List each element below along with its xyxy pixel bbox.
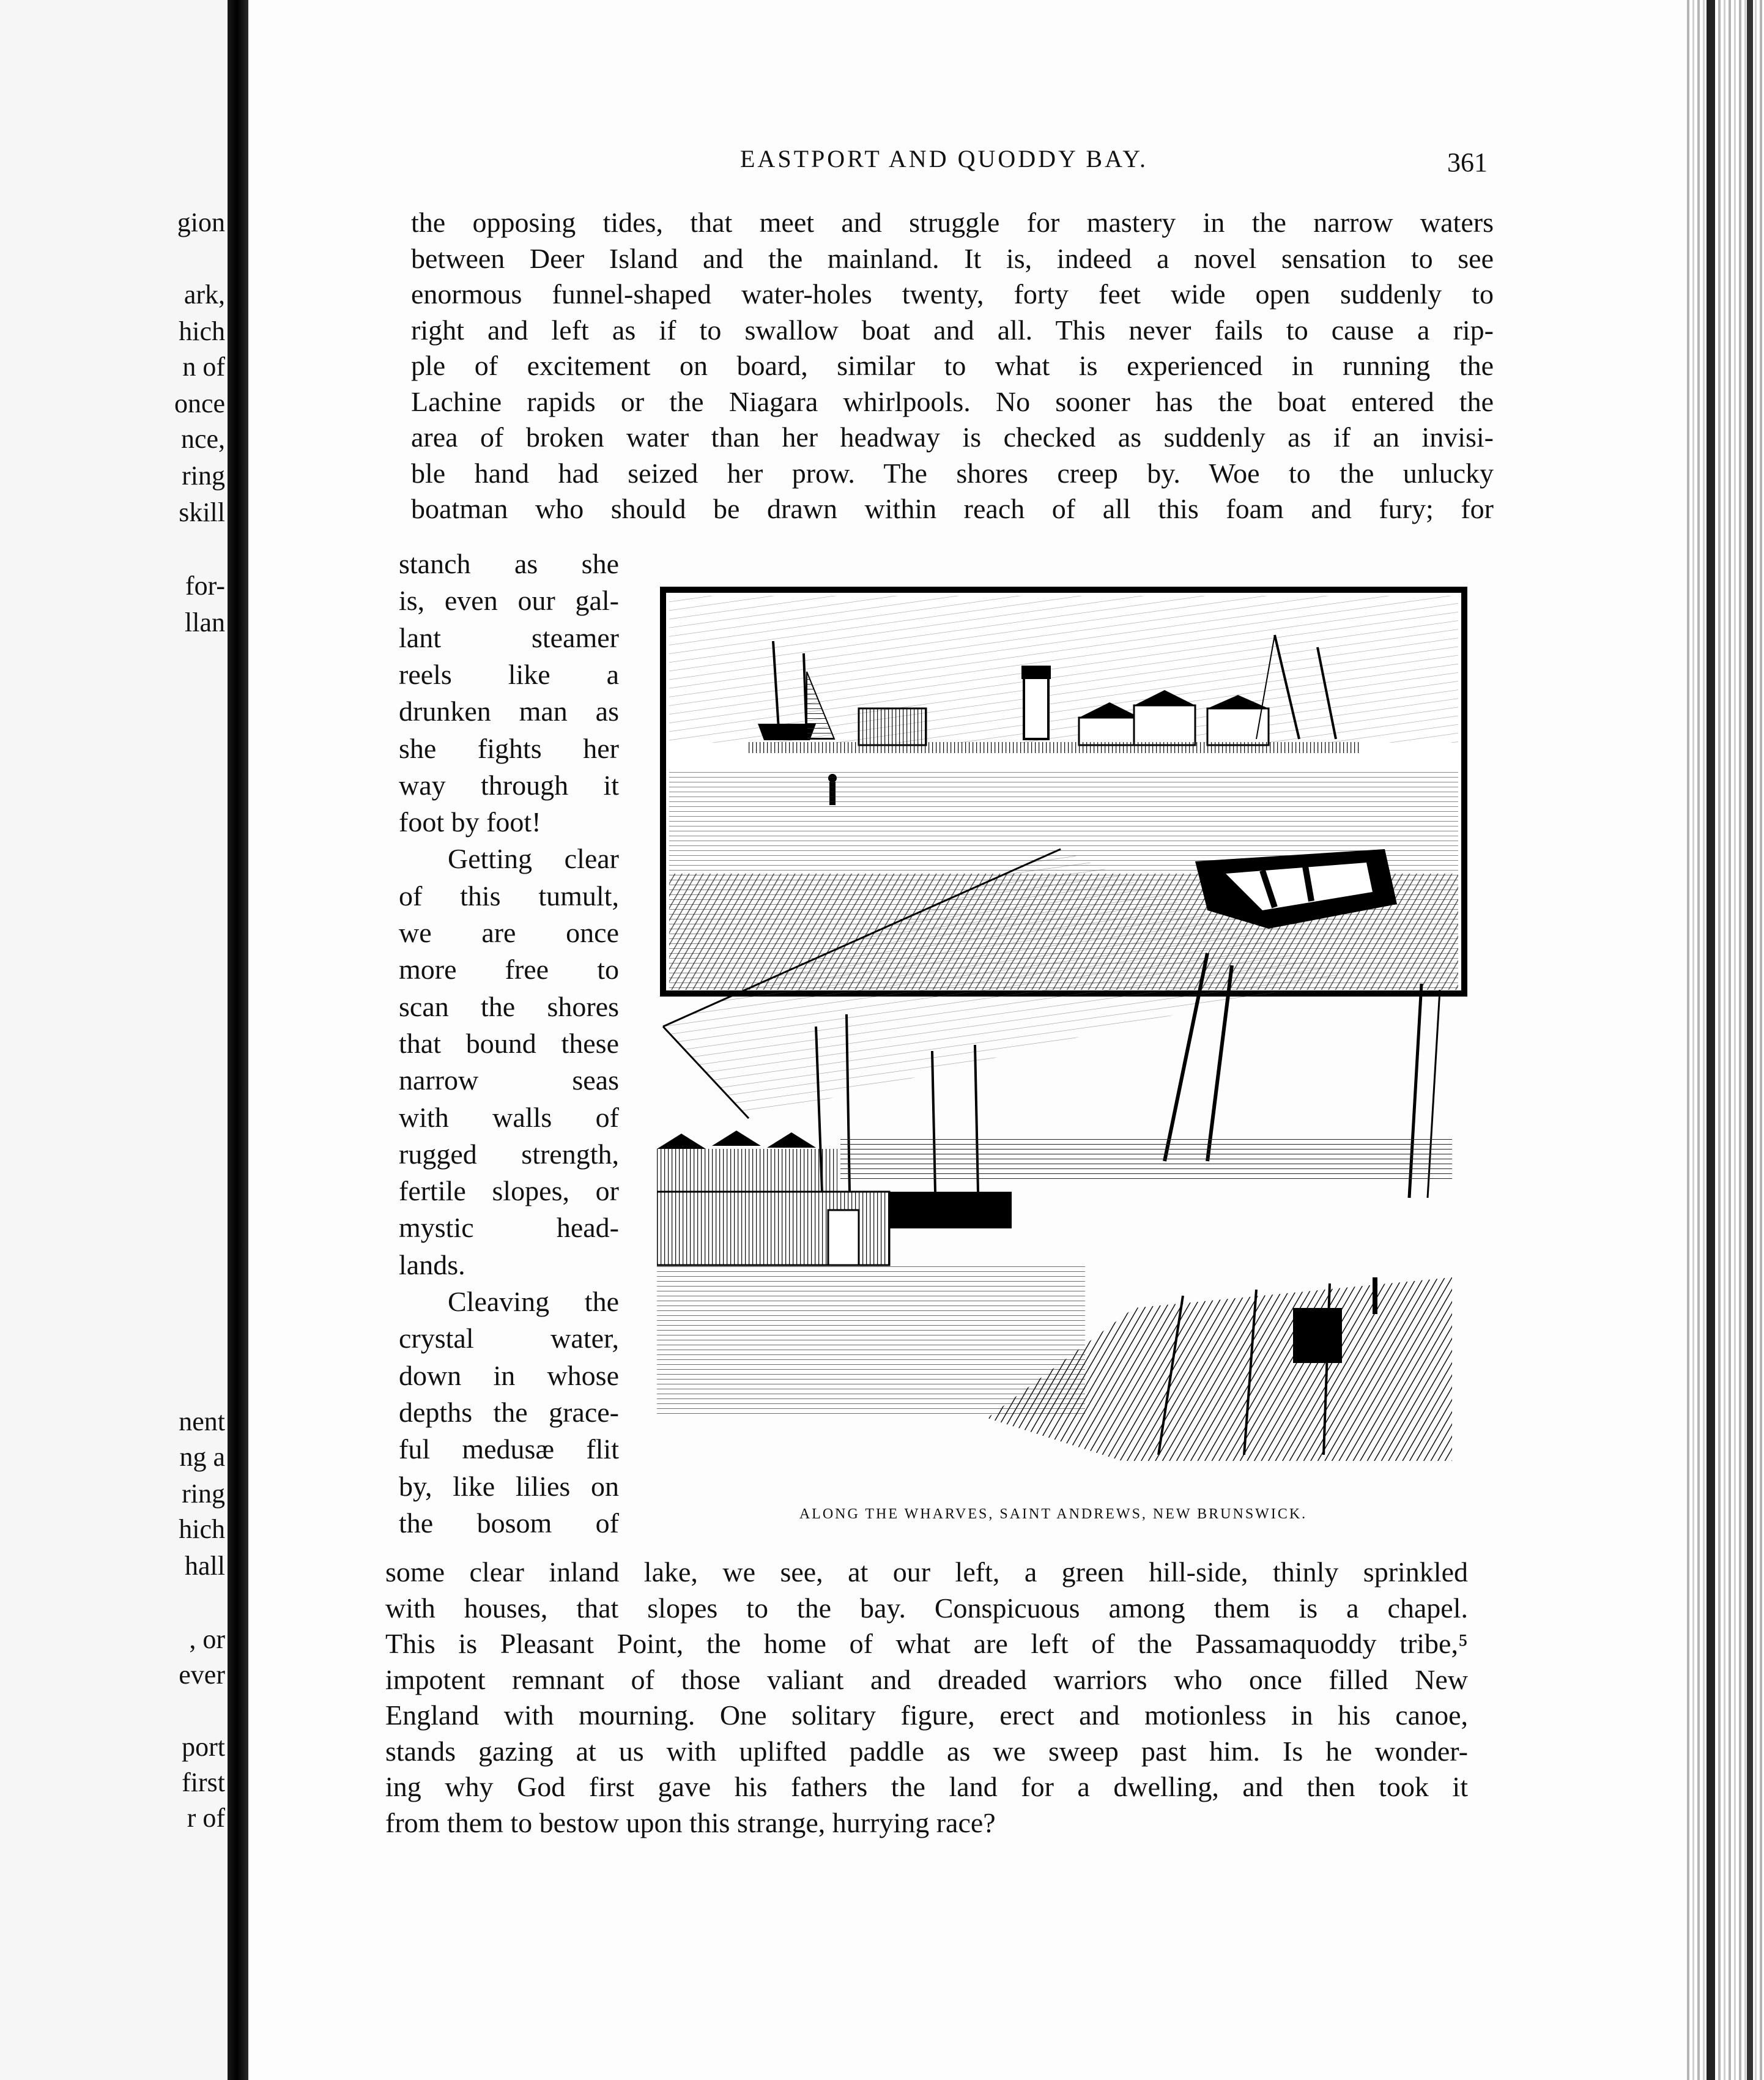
text-line: from them to bestow upon this strange, hurrying race? bbox=[385, 1807, 996, 1838]
left-page-fragment: nce, bbox=[180, 424, 225, 454]
left-page-fragment: hall bbox=[185, 1551, 225, 1581]
text-line: Getting clear bbox=[448, 843, 619, 875]
text-line: stands gazing at us with uplifted paddle as we sweep past him. Is he wonder- bbox=[385, 1735, 1468, 1767]
text-line: we are once bbox=[399, 917, 619, 948]
text-line: she fights her bbox=[399, 732, 619, 764]
left-page-fragment: ever bbox=[179, 1660, 225, 1690]
left-page-fragment: ring bbox=[182, 1479, 225, 1509]
text-line: boatman who should be drawn within reach of all this foam and fury; for bbox=[411, 493, 1494, 524]
book-spine bbox=[228, 0, 248, 2080]
text-line: some clear inland lake, we see, at our left, a green hill-side, thinly sprinkled bbox=[385, 1556, 1468, 1588]
page-edge-dark-outer bbox=[1747, 0, 1753, 2080]
text-line: England with mourning. One solitary figure, erect and motionless in his canoe, bbox=[385, 1699, 1468, 1731]
text-line: ing why God first gave his fathers the land for a dwelling, and then took it bbox=[385, 1771, 1468, 1802]
text-line: ple of excitement on board, similar to what is experienced in running the bbox=[411, 350, 1494, 381]
text-line: down in whose bbox=[399, 1359, 619, 1391]
illustration-caption: ALONG THE WHARVES, SAINT ANDREWS, NEW BRUNSWICK. bbox=[799, 1506, 1308, 1522]
left-page-fragment: gion bbox=[177, 207, 225, 237]
text-line: reels like a bbox=[399, 658, 619, 690]
text-line: the opposing tides, that meet and struggle for mastery in the narrow waters bbox=[411, 207, 1494, 238]
left-page-fragment: ng a bbox=[179, 1442, 225, 1472]
left-page-fragment: llan bbox=[185, 607, 225, 637]
text-line: This is Pleasant Point, the home of what are left of the Passamaquoddy tribe,⁵ bbox=[385, 1628, 1468, 1659]
text-line: stanch as she bbox=[399, 548, 619, 579]
text-line: ful medusæ flit bbox=[399, 1433, 619, 1465]
left-page-fragment: skill bbox=[179, 497, 225, 527]
left-page-fragment: port bbox=[182, 1732, 225, 1762]
text-line: scan the shores bbox=[399, 990, 619, 1022]
text-line: foot by foot! bbox=[399, 806, 541, 838]
text-line: ble hand had seized her prow. The shores creep by. Woe to the unlucky bbox=[411, 457, 1494, 489]
left-page-fragment: hich bbox=[179, 316, 225, 346]
text-line: more free to bbox=[399, 954, 619, 986]
text-line: lant steamer bbox=[399, 622, 619, 653]
left-page-fragment: ark, bbox=[183, 280, 225, 310]
left-page-fragment: nent bbox=[179, 1406, 225, 1436]
left-page-fragment: , or bbox=[189, 1624, 225, 1654]
running-title: EASTPORT AND QUODDY BAY. bbox=[740, 145, 1149, 173]
text-line: mystic head- bbox=[399, 1212, 619, 1244]
text-line: that bound these bbox=[399, 1027, 619, 1059]
text-line: area of broken water than her headway is checked as suddenly as if an invisi- bbox=[411, 422, 1494, 453]
text-line: narrow seas bbox=[399, 1064, 619, 1096]
text-line: of this tumult, bbox=[399, 880, 619, 912]
text-line: by, like lilies on bbox=[399, 1470, 619, 1502]
left-page-fragment: n of bbox=[182, 352, 225, 382]
text-line: Lachine rapids or the Niagara whirlpools. No sooner has the boat entered the bbox=[411, 385, 1494, 417]
text-line: with walls of bbox=[399, 1101, 619, 1133]
text-line: drunken man as bbox=[399, 696, 619, 727]
left-page bbox=[0, 0, 228, 2080]
text-line: the bosom of bbox=[399, 1507, 619, 1539]
page-number: 361 bbox=[1447, 147, 1488, 177]
text-line: way through it bbox=[399, 769, 619, 801]
text-line: Cleaving the bbox=[448, 1286, 619, 1317]
text-line: rugged strength, bbox=[399, 1138, 619, 1170]
text-line: depths the grace- bbox=[399, 1396, 619, 1428]
text-line: is, even our gal- bbox=[399, 585, 619, 617]
page-edge-dark bbox=[1707, 0, 1715, 2080]
left-page-fragment: ring bbox=[182, 461, 225, 491]
left-page-fragment: r of bbox=[187, 1803, 225, 1833]
text-line: enormous funnel-shaped water-holes twenty, forty feet wide open suddenly to bbox=[411, 278, 1494, 310]
text-line: between Deer Island and the mainland. It is, indeed a novel sensation to see bbox=[411, 242, 1494, 274]
wharf-engraving-illustration bbox=[657, 586, 1470, 1485]
text-line: crystal water, bbox=[399, 1323, 619, 1354]
text-line: fertile slopes, or bbox=[399, 1175, 619, 1207]
text-line: impotent remnant of those valiant and dreaded warriors who once filled New bbox=[385, 1663, 1468, 1695]
text-line: with houses, that slopes to the bay. Conspicuous among them is a chapel. bbox=[385, 1592, 1468, 1624]
left-page-fragment: hich bbox=[179, 1514, 225, 1544]
text-line: right and left as if to swallow boat and all. This never fails to cause a rip- bbox=[411, 314, 1494, 346]
text-line: lands. bbox=[399, 1249, 465, 1280]
left-page-fragment: first bbox=[182, 1767, 225, 1797]
left-page-fragment: for- bbox=[185, 571, 225, 601]
left-page-fragment: once bbox=[174, 388, 225, 418]
